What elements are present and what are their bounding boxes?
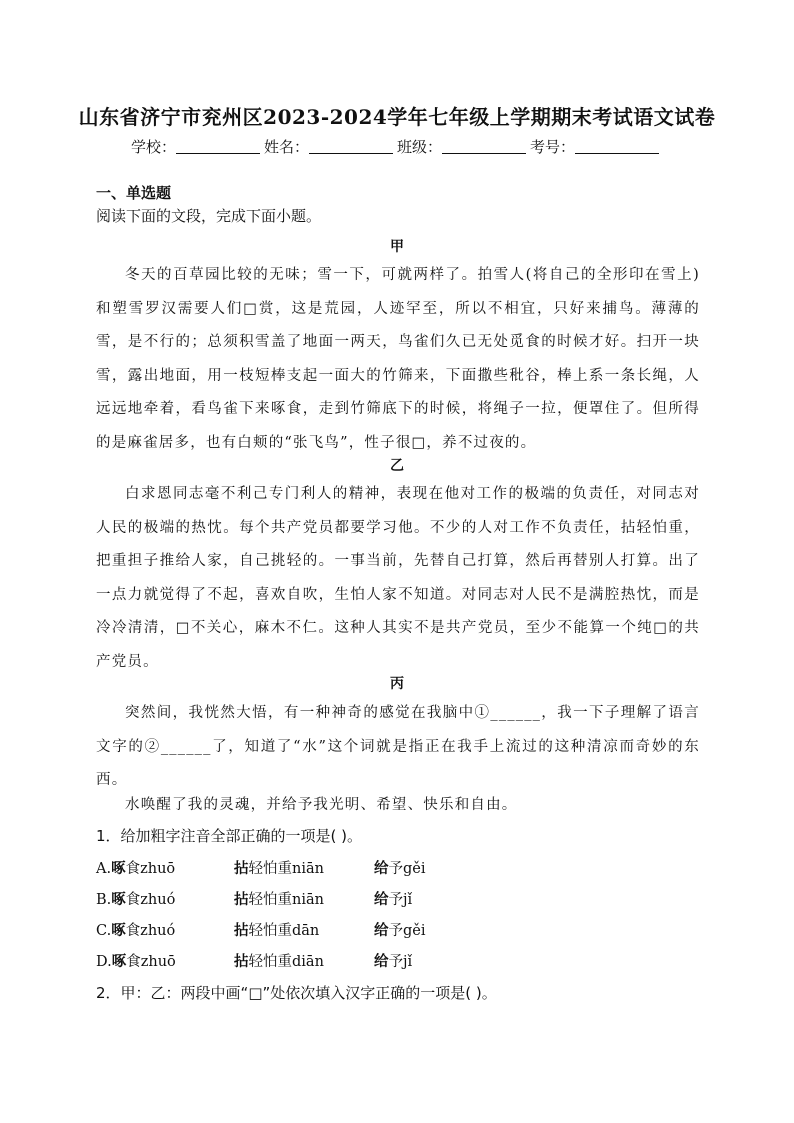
exam-title: 山东省济宁市兖州区2023-2024学年七年级上学期期末考试语文试卷 bbox=[78, 105, 716, 129]
question-2-stem: 2．甲：乙：两段中画“□”处依次填入汉字正确的一项是( )。 bbox=[96, 984, 497, 1002]
option-text: 予gěi bbox=[388, 923, 426, 939]
option-b-col-1 bbox=[96, 888, 175, 909]
option-letter: A. bbox=[96, 861, 112, 877]
option-c-col-1 bbox=[96, 919, 175, 940]
class-label: 班级： bbox=[397, 138, 443, 156]
section-heading: 一、单选题 bbox=[96, 184, 172, 202]
option-a-col-2 bbox=[234, 857, 324, 878]
bold-char: 拈 bbox=[234, 953, 249, 970]
option-text: 轻怕重dān bbox=[248, 923, 320, 939]
option-letter: C. bbox=[96, 923, 112, 939]
exam-no-blank[interactable] bbox=[575, 153, 659, 154]
section-instruction: 阅读下面的文段，完成下面小题。 bbox=[96, 207, 322, 225]
name-label: 姓名： bbox=[263, 138, 309, 156]
passage-label-yi: 乙 bbox=[390, 458, 404, 474]
option-text: 轻怕重niān bbox=[248, 892, 324, 908]
school-label: 学校： bbox=[130, 138, 176, 156]
passage-jia-text: 冬天的百草园比较的无味；雪一下，可就两样了。拍雪人(将自己的全形印在雪上)和塑雪罗汉需要人们□赏，这是荒园，人迹罕至，所以不相宜，只好来捕鸟。薄薄的雪，是不行的；总须积雪盖了地面一两天，鸟雀们久已无处觅食的时候才好。扫开一块雪，露出地面，用一枝短棒支起一面大的竹筛来，下面撒些秕谷，棒上系一条长绳，人远远地牵着，看鸟雀下来啄食，走到竹筛底下的时候，将绳子一拉，便罩住了。但所得的是麻雀居多，也有白颊的“张飞鸟”，性子很□，养不过夜的。 bbox=[96, 267, 700, 451]
bold-char: 给 bbox=[374, 891, 389, 908]
option-text: 食zhuō bbox=[126, 954, 176, 970]
passage-bing-text-2: 水唤醒了我的灵魂，并给予我光明、希望、快乐和自由。 bbox=[125, 797, 518, 813]
option-text: 轻怕重niān bbox=[248, 861, 324, 877]
option-c-col-3 bbox=[374, 919, 426, 940]
bold-char: 啄 bbox=[111, 953, 127, 970]
option-text: 食zhuō bbox=[125, 861, 176, 877]
bold-char: 啄 bbox=[111, 922, 126, 939]
student-info-line bbox=[0, 136, 794, 157]
exam-no-label: 考号： bbox=[530, 138, 576, 156]
bold-char: 给 bbox=[374, 860, 389, 877]
option-text: 予jǐ bbox=[388, 954, 413, 970]
school-blank[interactable] bbox=[176, 153, 260, 154]
bold-char: 拈 bbox=[234, 891, 249, 908]
bold-char: 给 bbox=[374, 922, 389, 939]
option-a-col-3 bbox=[374, 857, 426, 878]
bold-char: 拈 bbox=[234, 922, 249, 939]
option-text: 食zhuó bbox=[125, 923, 176, 939]
class-blank[interactable] bbox=[442, 153, 526, 154]
option-d-col-2 bbox=[234, 950, 324, 971]
option-text: 予gěi bbox=[388, 861, 426, 877]
name-blank[interactable] bbox=[309, 153, 393, 154]
passage-bing-text-1: 突然间，我恍然大悟，有一种神奇的感觉在我脑中①______，我一下子理解了语言文字的②______了，知道了“水”这个词就是指正在我手上流过的这种清凉而奇妙的东西。 bbox=[96, 705, 700, 788]
option-text: 食zhuó bbox=[125, 892, 176, 908]
question-1-stem: 1．给加粗字注音全部正确的一项是( )。 bbox=[96, 827, 363, 845]
bold-char: 啄 bbox=[111, 891, 126, 908]
passage-yi-text: 白求恩同志毫不利己专门利人的精神，表现在他对工作的极端的负责任，对同志对人民的极端的热忱。每个共产党员都要学习他。不少的人对工作不负责任，拈轻怕重，把重担子推给人家，自己挑轻的。一事当前，先替自己打算，然后再替别人打算。出了一点力就觉得了不起，喜欢自吹，生怕人家不知道。对同志对人民不是满腔热忱，而是冷冷清清，□不关心，麻木不仁。这种人其实不是共产党员，至少不能算一个纯□的共产党员。 bbox=[96, 486, 700, 670]
bold-char: 啄 bbox=[111, 860, 126, 877]
bold-char: 拈 bbox=[234, 860, 249, 877]
option-c-col-2 bbox=[234, 919, 319, 940]
option-b-col-2 bbox=[234, 888, 324, 909]
option-text: 予jǐ bbox=[388, 892, 413, 908]
option-b-col-3 bbox=[374, 888, 412, 909]
option-text: 轻怕重diān bbox=[248, 954, 324, 970]
option-d-col-1 bbox=[96, 950, 176, 971]
option-letter: B. bbox=[96, 892, 112, 908]
bold-char: 给 bbox=[374, 953, 389, 970]
option-letter: D. bbox=[96, 954, 112, 970]
passage-label-jia: 甲 bbox=[390, 239, 404, 255]
passage-label-bing: 丙 bbox=[390, 676, 404, 692]
option-a-col-1 bbox=[96, 857, 175, 878]
option-d-col-3 bbox=[374, 950, 412, 971]
